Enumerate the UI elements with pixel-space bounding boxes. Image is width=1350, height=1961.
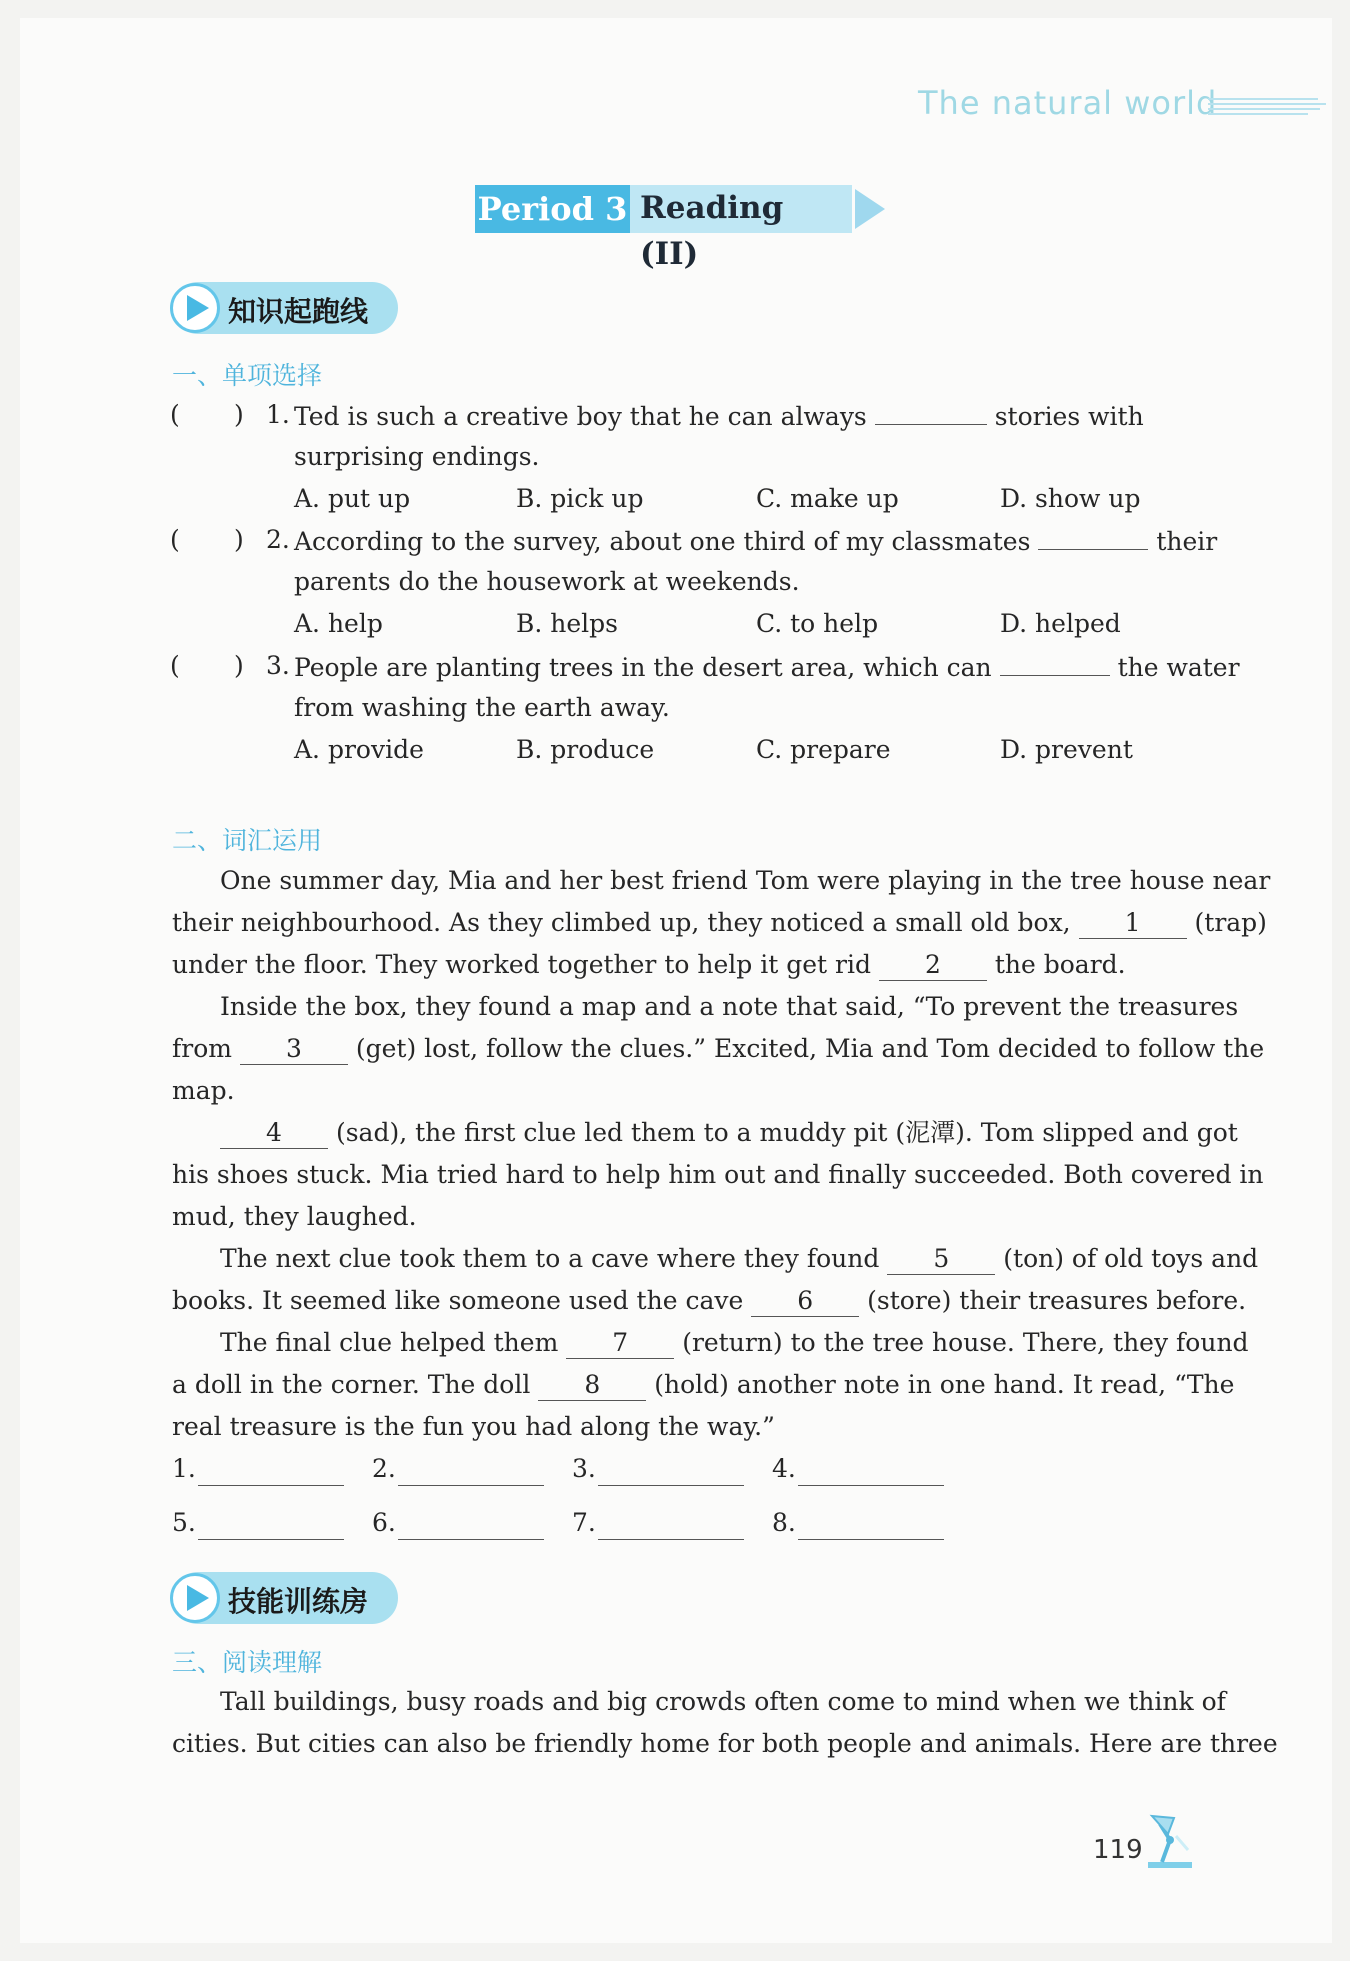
answer-line-6[interactable] — [398, 1539, 544, 1540]
stem-text: their — [1156, 527, 1218, 556]
passage-text: the board. — [994, 950, 1126, 979]
answer-blank[interactable] — [1000, 649, 1110, 676]
answer-paren-close: ) — [234, 400, 244, 429]
question-stem — [294, 398, 1144, 434]
answer-line-8[interactable] — [798, 1539, 944, 1540]
lamp-icon — [1140, 1810, 1202, 1872]
passage-text: (hold) another note in one hand. It read, “The — [654, 1370, 1235, 1399]
question-number: 2. — [266, 525, 290, 554]
fill-blank-6[interactable]: 6 — [751, 1286, 859, 1317]
passage-text: (ton) of old toys and — [1003, 1244, 1259, 1273]
fill-blank-2[interactable]: 2 — [879, 950, 987, 981]
question-stem-cont: from washing the earth away. — [294, 693, 670, 722]
arrow-icon — [855, 189, 885, 229]
passage-text: (get) lost, follow the clues.” Excited, Mia and Tom decided to follow the — [355, 1034, 1265, 1063]
passage-text: (trap) — [1194, 908, 1267, 937]
passage-text: (sad), the first clue led them to a muddy pit (泥潭). Tom slipped and got — [335, 1118, 1238, 1147]
part3-title: 三、阅读理解 — [172, 1648, 323, 1677]
question-stem — [294, 649, 1240, 685]
stem-text: Ted is such a creative boy that he can always — [294, 402, 867, 431]
passage-line — [220, 1242, 1258, 1276]
option-d[interactable]: D. show up — [1000, 484, 1141, 513]
reading-line: Tall buildings, busy roads and big crowds often come to mind when we think of — [220, 1687, 1226, 1716]
fill-blank-4[interactable]: 4 — [220, 1118, 328, 1149]
option-c[interactable]: C. to help — [756, 609, 879, 638]
answer-label: 8. — [772, 1508, 796, 1537]
option-a[interactable]: A. help — [294, 609, 383, 638]
answer-paren-open: ( — [170, 651, 180, 680]
stem-text: the water — [1117, 653, 1240, 682]
fill-blank-1[interactable]: 1 — [1079, 908, 1187, 939]
option-b[interactable]: B. pick up — [516, 484, 644, 513]
passage-line: One summer day, Mia and her best friend Tom were playing in the tree house near — [220, 866, 1271, 895]
passage-line: real treasure is the fun you had along the way.” — [172, 1412, 775, 1441]
option-d[interactable]: D. prevent — [1000, 735, 1133, 764]
passage-text: The final clue helped them — [220, 1328, 559, 1357]
fill-blank-5[interactable]: 5 — [887, 1244, 995, 1275]
fill-blank-8[interactable]: 8 — [538, 1370, 646, 1401]
option-c[interactable]: C. make up — [756, 484, 899, 513]
question-stem-cont: surprising endings. — [294, 442, 540, 471]
passage-line: Inside the box, they found a map and a note that said, “To prevent the treasures — [220, 992, 1239, 1021]
answer-line-4[interactable] — [798, 1485, 944, 1486]
question-number: 3. — [266, 651, 290, 680]
answer-paren-close: ) — [234, 651, 244, 680]
passage-line: map. — [172, 1076, 235, 1105]
stem-text: People are planting trees in the desert area, which can — [294, 653, 992, 682]
answer-label: 5. — [172, 1508, 196, 1537]
answer-label: 6. — [372, 1508, 396, 1537]
question-stem — [294, 523, 1217, 559]
passage-line: his shoes stuck. Mia tried hard to help him out and finally succeeded. Both covered in — [172, 1160, 1264, 1189]
passage-line: mud, they laughed. — [172, 1202, 417, 1231]
option-c[interactable]: C. prepare — [756, 735, 891, 764]
passage-text: under the floor. They worked together to help it get rid — [172, 950, 871, 979]
option-d[interactable]: D. helped — [1000, 609, 1121, 638]
section-pill-skills — [172, 1572, 398, 1624]
answer-line-7[interactable] — [598, 1539, 744, 1540]
answer-paren-open: ( — [170, 525, 180, 554]
part1-title: 一、单项选择 — [172, 361, 323, 390]
reading-line: cities. But cities can also be friendly home for both people and animals. Here are three — [172, 1729, 1278, 1758]
page-number: 119 — [1093, 1835, 1143, 1865]
section-pill-label: 技能训练房 — [228, 1585, 369, 1618]
passage-line — [172, 906, 1267, 940]
section-pill-label: 知识起跑线 — [228, 295, 369, 328]
passage-line — [172, 1368, 1234, 1402]
option-b[interactable]: B. produce — [516, 735, 655, 764]
option-a[interactable]: A. put up — [294, 484, 411, 513]
period-label: Period 3 — [475, 185, 630, 233]
question-number: 1. — [266, 400, 290, 429]
answer-label: 1. — [172, 1454, 196, 1483]
passage-text: (return) to the tree house. There, they found — [682, 1328, 1249, 1357]
question-stem-cont: parents do the housework at weekends. — [294, 567, 800, 596]
passage-text: a doll in the corner. The doll — [172, 1370, 531, 1399]
answer-blank[interactable] — [1038, 523, 1148, 550]
option-a[interactable]: A. provide — [294, 735, 424, 764]
stripes-decoration — [1208, 96, 1328, 118]
passage-text: their neighbourhood. As they climbed up, they noticed a small old box, — [172, 908, 1071, 937]
passage-line — [172, 1032, 1264, 1066]
passage-text: books. It seemed like someone used the cave — [172, 1286, 744, 1315]
passage-text: The next clue took them to a cave where they found — [220, 1244, 880, 1273]
play-icon — [170, 1573, 220, 1623]
passage-line — [220, 1326, 1249, 1360]
lesson-label: Reading (II) — [630, 185, 852, 233]
answer-label: 4. — [772, 1454, 796, 1483]
passage-text: from — [172, 1034, 232, 1063]
passage-text: (store) their treasures before. — [867, 1286, 1247, 1315]
stem-text: According to the survey, about one third of my classmates — [294, 527, 1031, 556]
part2-title: 二、词汇运用 — [172, 826, 323, 855]
section-pill-warmup — [172, 282, 398, 334]
fill-blank-3[interactable]: 3 — [240, 1034, 348, 1065]
play-icon — [170, 283, 220, 333]
running-title: The natural world — [918, 84, 1218, 122]
fill-blank-7[interactable]: 7 — [566, 1328, 674, 1359]
answer-line-1[interactable] — [198, 1485, 344, 1486]
answer-blank[interactable] — [875, 398, 987, 425]
answer-paren-close: ) — [234, 525, 244, 554]
answer-line-3[interactable] — [598, 1485, 744, 1486]
passage-line — [172, 1284, 1246, 1318]
answer-label: 3. — [572, 1454, 596, 1483]
passage-line — [172, 948, 1126, 982]
answer-label: 7. — [572, 1508, 596, 1537]
answer-line-5[interactable] — [198, 1539, 344, 1540]
answer-paren-open: ( — [170, 400, 180, 429]
answer-line-2[interactable] — [398, 1485, 544, 1486]
option-b[interactable]: B. helps — [516, 609, 618, 638]
passage-line — [220, 1116, 1238, 1150]
stem-text: stories with — [994, 402, 1144, 431]
answer-label: 2. — [372, 1454, 396, 1483]
